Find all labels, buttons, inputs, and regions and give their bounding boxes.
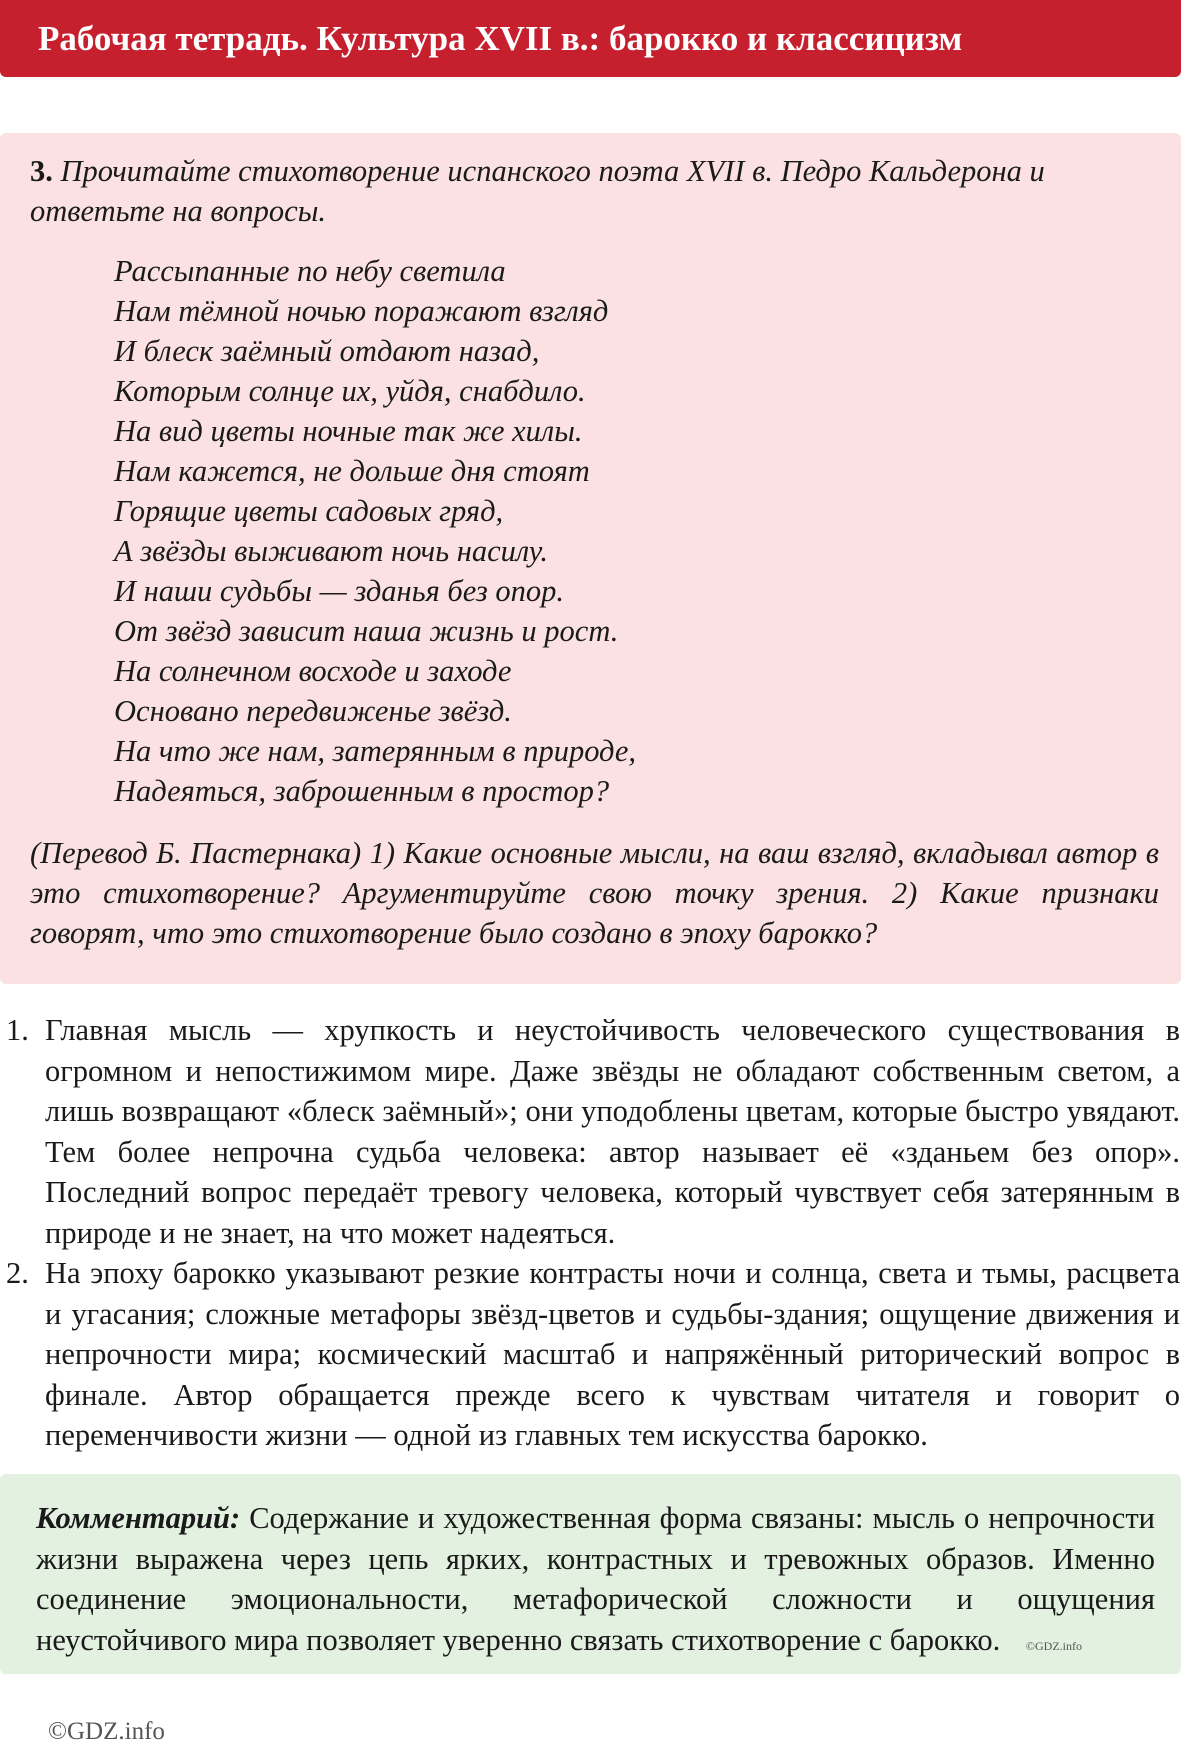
comment-text: Содержание и художественная форма связаны: мысль о непрочности жизни выражена через цепь ярких, контрастных и тревожных образов. Именно соединение эмоциональности, метафорической сложности и ощущения неустойчивого мира позволяет уверенно связать стихотворение с барокко. [36, 1501, 1155, 1657]
poem-line: Нам тёмной ночью поражают взгляд [114, 294, 609, 328]
page-title: Рабочая тетрадь. Культура XVII в.: барокко и классицизм [38, 19, 963, 58]
task-intro [30, 151, 1159, 231]
answer-text: На эпоху барокко указывают резкие контрасты ночи и солнца, света и тьмы, расцвета и угасания; сложные метафоры звёзд-цветов и судьбы-здания; ощущение движения и непрочности мира; космический масштаб и напряжённый риторический вопрос в финале. Автор обращается прежде всего к чувствам читателя и говорит о переменчивости жизни — одной из главных тем искусства барокко. [45, 1256, 1180, 1452]
poem-line: И блеск заёмный отдают назад, [114, 334, 540, 368]
poem-line: Нам кажется, не дольше дня стоят [114, 454, 590, 488]
answer-number: 2. [6, 1256, 29, 1290]
poem-line: И наши судьбы — зданья без опор. [114, 574, 564, 608]
poem-line: Которым солнце их, уйдя, снабдило. [114, 374, 586, 408]
comment-block [0, 1474, 1181, 1674]
footer-copyright: ©GDZ.info [48, 1718, 165, 1745]
poem-line: Рассыпанные по небу светила [114, 254, 506, 288]
poem-line: На солнечном восходе и заходе [114, 654, 512, 688]
poem-line: Основано передвиженье звёзд. [114, 694, 512, 728]
answers-list [0, 1010, 1180, 1456]
comment-label: Комментарий: [36, 1501, 241, 1535]
poem-line: Надеяться, заброшенным в простор? [114, 774, 610, 808]
comment-watermark: ©GDZ.info [1025, 1638, 1082, 1653]
poem-line: На что же нам, затерянным в природе, [114, 734, 636, 768]
task-number: 3. [30, 154, 53, 188]
answer-number: 1. [6, 1013, 29, 1047]
task-block [0, 133, 1181, 984]
poem-line: Горящие цветы садовых гряд, [114, 494, 504, 528]
poem-line: На вид цветы ночные так же хилы. [114, 414, 583, 448]
answer-item [0, 1010, 1180, 1253]
poem-line: А звёзды выживают ночь насилу. [114, 534, 549, 568]
task-intro-text: Прочитайте стихотворение испанского поэта XVII в. Педро Кальдерона и ответьте на вопросы. [30, 154, 1045, 228]
page-header [0, 0, 1181, 77]
answer-item [0, 1253, 1180, 1456]
poem-line: От звёзд зависит наша жизнь и рост. [114, 614, 619, 648]
task-question: (Перевод Б. Пастернака) 1) Какие основные мысли, на ваш взгляд, вкладывал автор в это стихотворение? Аргументируйте свою точку зрения. 2) Какие признаки говорят, что это стихотворение было создано в эпоху барокко? [30, 836, 1159, 950]
poem [114, 251, 1159, 811]
answer-text: Главная мысль — хрупкость и неустойчивость человеческого существования в огромном и непостижимом мире. Даже звёзды не обладают собственным светом, а лишь возвращают «блеск заёмный»; они уподоблены цветам, которые быстро увядают. Тем более непрочна судьба человека: автор называет её «зданьем без опор». Последний вопрос передаёт тревогу человека, который чувствует себя затерянным в природе и не знает, на что может надеяться. [45, 1013, 1180, 1250]
